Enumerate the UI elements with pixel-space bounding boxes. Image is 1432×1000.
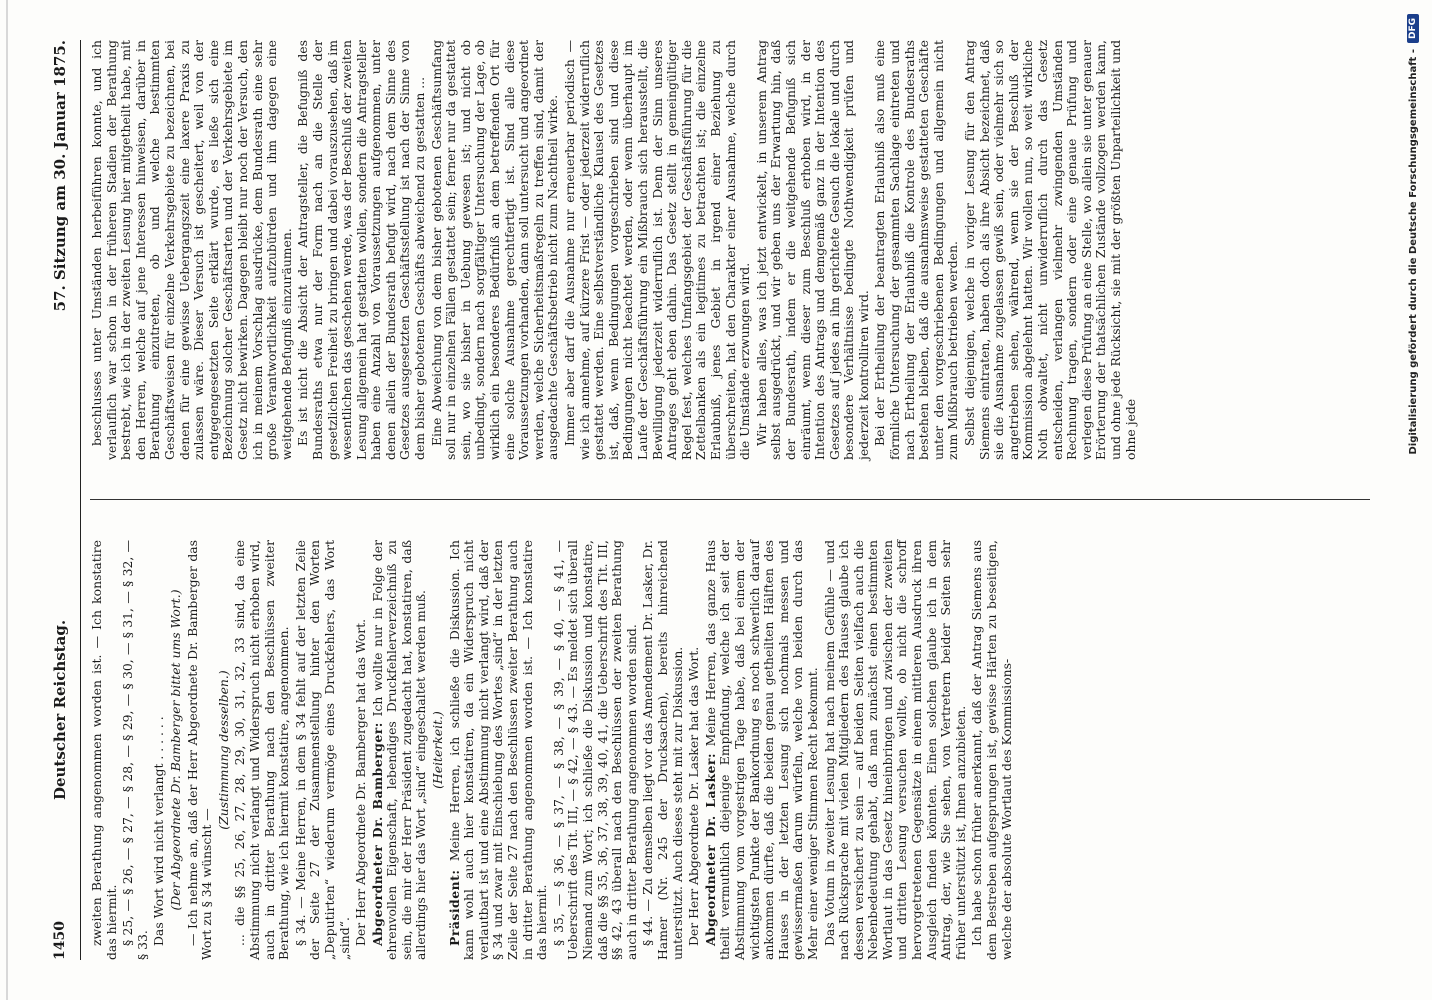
rotated-sheet xyxy=(22,14,1406,986)
digitization-note-text xyxy=(1404,14,1422,704)
right-column xyxy=(90,40,1140,460)
watermark-text: Digitalisierung gefördert durch die Deutsche Forschungsgemeinschaft - xyxy=(1407,49,1419,455)
paragraph: Der Herr Abgeordnete Dr. Lasker hat das Wort. xyxy=(686,646,702,946)
column-divider xyxy=(90,499,1370,500)
paragraph: — Ich nehme an, daß der Herr Abgeordnete Dr. Bamberger das Wort zu § 34 wünscht — xyxy=(184,540,215,960)
left-column xyxy=(90,540,1016,960)
paragraph: Es ist nicht die Absicht der Antragsteller, die Befugniß des Bundesraths etwa nur der Form nach an die Stelle der gesetzlichen Freiheit zu bringen und dabei vorauszusehen, daß im wesentlichen das geschehen werde, was der Beschluß der zweiten Lesung allgemein hat gestatten wollen, sondern die Antragsteller haben eine Anzahl von Voraussetzungen aufgenommen, unter denen allein der Bundesrath befugt wird, nach dem Sinne des Gesetzes ausgesetzten Geschäftsstellung ist nach der Sinne von dem bisher gebotenen Geschäfts abweichend zu gestatten ... xyxy=(295,40,428,460)
paragraph: ... die §§ 25, 26, 27, 28, 29, 30, 31, 32, 33 sind, da eine Abstimmung nicht verlangt und Widerspruch nicht erhoben wird, auch in dritter Berathung nach den Beschlüssen zweiter Berathung, wie ich hiermit konstatire, angenommen. xyxy=(232,540,292,960)
session-title: 57. Sitzung am 30. Januar 1875. xyxy=(51,40,69,312)
paragraph: Eine Abweichung von dem bisher gebotenen Geschäftsumfang soll nur in einzelnen Fällen gestattet sein; ferner nur da gestattet sein, wo sie bisher in Uebung gewesen ist; und nicht ob unbedingt, sondern nach sorgfältiger Untersuchung der Lage, ob wirklich ein besonderes Bedürfniß an dem betreffenden Ort für eine solche Ausnahme gerechtfertigt ist. Sind alle diese Voraussetzungen vorhanden, dann soll untersucht und angeordnet werden, welche Sicherheitsmaßregeln zu treffen sind, damit der ausgedachte Geschäftsbetrieb nicht zum Nachtheil wirke. xyxy=(428,40,561,460)
speaker-name: Abgeordneter Dr. Lasker: xyxy=(702,752,718,946)
header-rule xyxy=(80,40,81,960)
paragraph: § 35, — § 36, — § 37, — § 38, — § 39, — § 40, — § 41, — Ueberschrift des Tit. III, — § 42, — § 43. — Es meldet sich überall Niemand zum Wort; ich schließe die Diskussion und konstatire, daß die §§ 35, 36, 37, 38, 39, 40, 41, die Ueberschrift des Tit. III, §§ 42, 43 überall nach den Beschlüssen der zweiten Berathung auch in dritter Berathung angenommen worden sind. xyxy=(550,540,639,960)
paragraph: beschlusses unter Umständen herbeiführen konnte, und ich verlauflich war schon in der früheren Stadien der Berathung bestrebt, wie ich in der zweiten Lesung hier mitgetheilt habe, mit den Herren, welche auf jene Interessen hinweisen, darüber in Berathung einzutreten, ob und welche bestimmten Geschäftsweisen für einzelne Verkehrsgebiete zu bezeichnen, bei denen für eine gewisse Uebergangszeit eine laxere Praxis zu zulassen wäre. Dieser Versuch ist gescheitert, weil von der entgegengesetzten Seite erklärt wurde, es ließe sich eine Bezeichnung solcher Geschäftsarten und der Verkehrsgebiete im Gesetz nicht bewirken. Dagegen bleibt nur noch der Versuch, den ich in meinem Vorschlag ausdrücke, dem Bundesrath eine sehr große Verantwortlichkeit aufzubürden und ihm dagegen eine weitgehende Befugniß einzuräumen. xyxy=(89,40,294,460)
dfg-logo: DFG xyxy=(1407,14,1419,43)
paragraph: Ich habe schon früher anerkannt, daß der Antrag Siemens aus dem Bestreben aufgesprungen ist, gewisse Härten zu beseitigen, welche der absolute Wortlaut des Kommissions- xyxy=(969,540,1014,960)
stage-direction: (Der Abgeordnete Dr. Bamberger bittet ums Wort.) xyxy=(167,589,183,911)
speech-text: Ich wollte nur in Folge der ehrenvollen Eigenschaft, lebendiges Druckfehlerverzeichniß zu sein, die mir der Herr Präsident zugedacht hat, konstatiren, daß allerdings hier das Wort „sind“ eingeschaltet werden muß. xyxy=(369,540,429,960)
paragraph: Wir haben alles, was ich jetzt entwickelt, in unserem Antrag selbst ausgedrückt, und wir geben uns der Erwartung hin, daß der Bundesrath, indem er die weitgehende Befugniß sich einräumt, wenn dieser zum Beschluß erhoben wird, in der Intention des Antrags und demgemäß ganz in der Intention des Gesetzes auf jedes an ihn gerichtete Gesuch die lokale und durch besondere Verhältnisse bedingte Nothwendigkeit prüfen und jederzeit kontrolliren wird. xyxy=(753,40,871,460)
paragraph: § 44. — Zu demselben liegt vor das Amendement Dr. Lasker, Dr. Hamer (Nr. 245 der Drucksachen), bereits hinreichend unterstützt. Auch dieses steht mit zur Diskussion. xyxy=(640,540,685,960)
digitization-note xyxy=(1404,14,1422,704)
paragraph: Immer aber darf die Ausnahme nur erneuerbar periodisch — wie ich annehme, auf kürzere Frist — oder jederzeit widerruflich gestattet werden. Eine selbstverständliche Klausel des Gesetzes ist, daß, wenn Bedingungen vorgeschrieben sind und diese Bedingungen nicht beachtet werden, oder wenn überhaupt im Laufe der Geschäftsführung ein Mißbrauch sich herausstellt, die Bewilligung jederzeit widerruflich ist. Denn der Sinn unseres Antrages geht eben dahin. Das Gesetz stellt in gemeingültiger Regel fest, welches Umfangsgebiet der Geschäftsführung für die Zettelbanken als ein legitimes zu betrachten ist; die einzelne Erlaubniß, jenes Gebiet in irgend einer Beziehung zu überschreiten, hat den Charakter einer Ausnahme, welche durch die Umstände erzwungen wird. xyxy=(562,40,753,460)
paragraph: Das Votum in zweiter Lesung hat nach meinem Gefühle — und nach Rücksprache mit vielen Mitgliedern des Hauses glaube ich dessen versichert zu sein — auf beiden Seiten vielfach auch die Nebenbedeutung gehabt, daß man zunächst einen bestimmten Wortlaut in das Gesetz hineinbringen und zwischen der zweiten und dritten Lesung versuchen wollte, ob nicht die schroff hervorgetretenen Gegensätze in einem mittleren Ausdruck ihren Ausgleich finden könnten. Einen solchen glaube ich in dem Antrag, der, wie Sie sehen, von Vertretern beider Seiten sehr früher unterstützt ist, Ihnen anzubieten. xyxy=(821,540,968,960)
speech-text: Meine Herren, ich schließe die Diskussion. Ich kann wohl auch hier konstatiren, da ein Widerspruch nicht verlautbart ist und eine Abstimmung nicht verlangt wird, daß der § 34 und zwar mit Einschiebung des Wortes „sind“ in der letzten Zeile der Seite 27 nach den Beschlüssen zweiter Berathung auch in dritter Berathung angenommen worden ist. — Ich konstatire das hiermit. xyxy=(446,540,550,960)
stage-direction: (Zustimmung desselben.) xyxy=(215,670,231,830)
speaker-name: Abgeordneter Dr. Bamberger: xyxy=(369,722,385,946)
paragraph: Selbst diejenigen, welche in voriger Lesung für den Antrag Siemens eintraten, haben doch als ihre Absicht bezeichnet, daß sie die Ausnahme zugelassen gewiß sein, oder vielmehr sich so angetrieben sehen, während, wenn sie der Beschluß der Kommission abgelehnt hatten. Wir wollen nun, so weit wirkliche Noth obwaltet, nicht unwiderruflich durch das Gesetz entscheiden, verlangen vielmehr zwingenden Umständen Rechnung tragen, sondern oder eine genaue Prüfung und verlegen diese Prüfung an eine Stelle, wo allein sie unter genauer Erörterung der thatsächlichen Zustände vollzogen werden kann, und ohne jede Rücksicht, sie mit der größten Unparteilichkeit und ohne jede xyxy=(962,40,1138,460)
page-body xyxy=(22,14,1406,986)
paragraph: Der Herr Abgeordnete Dr. Bamberger hat das Wort. xyxy=(353,618,369,946)
speech-text: Meine Herren, das ganze Haus theilt vermuthlich diejenige Empfindung, welche ich seit der Abstimmung vom vorgestrigen Tage habe, daß bei einem der wichtigsten Punkte der Bankordnung es noch schwerlich darauf ankommen dürfte, daß die beiden genau getheilten Hälften des Hauses in der letzten Lesung sich nochmals messen und gewissermaßen darum würfeln, welche von beiden durch das Mehr einer weniger Stimmen Recht bekommt. xyxy=(702,539,820,960)
page-number: 1450 xyxy=(52,921,68,960)
speech-paragraph xyxy=(448,540,550,960)
speech-paragraph xyxy=(704,540,821,960)
journal-title: Deutscher Reichstag. xyxy=(51,619,69,801)
paragraph: Das Wort wird nicht verlangt . . . . . . xyxy=(151,716,167,946)
speech-paragraph xyxy=(371,540,429,960)
page-header xyxy=(42,40,78,960)
speaker-name: Präsident: xyxy=(446,869,462,946)
paragraph: Bei der Ertheilung der beantragten Erlaubniß also muß eine förmliche Untersuchung der gesammten Sachlage eintreten und nach Ertheilung der Erlaubniß die Kontrole des Bundesraths bestehen bleiben, daß die ausnahmsweise gestatteten Geschäfte unter den vorgeschriebenen Bedingungen und allgemein nicht zum Mißbrauch betrieben werden. xyxy=(872,40,961,460)
paragraph: § 34. — Meine Herren, in dem § 34 fehlt auf der letzten Zeile der Seite 27 der Zusammenstellung hinter den Worten „Deputirten“ wiederum vermöge eines Druckfehlers, das Wort „sind“. xyxy=(292,540,352,960)
stage-direction: (Heiterkeit.) xyxy=(430,711,446,789)
paragraph: § 25, — § 26, — § 27, — § 28, — § 29, — § 30, — § 31, — § 32, — § 33. xyxy=(120,540,150,960)
scan-edge xyxy=(6,0,8,1000)
paragraph: zweiten Berathung angenommen worden ist. — Ich konstatire das hiermit. xyxy=(89,540,119,960)
